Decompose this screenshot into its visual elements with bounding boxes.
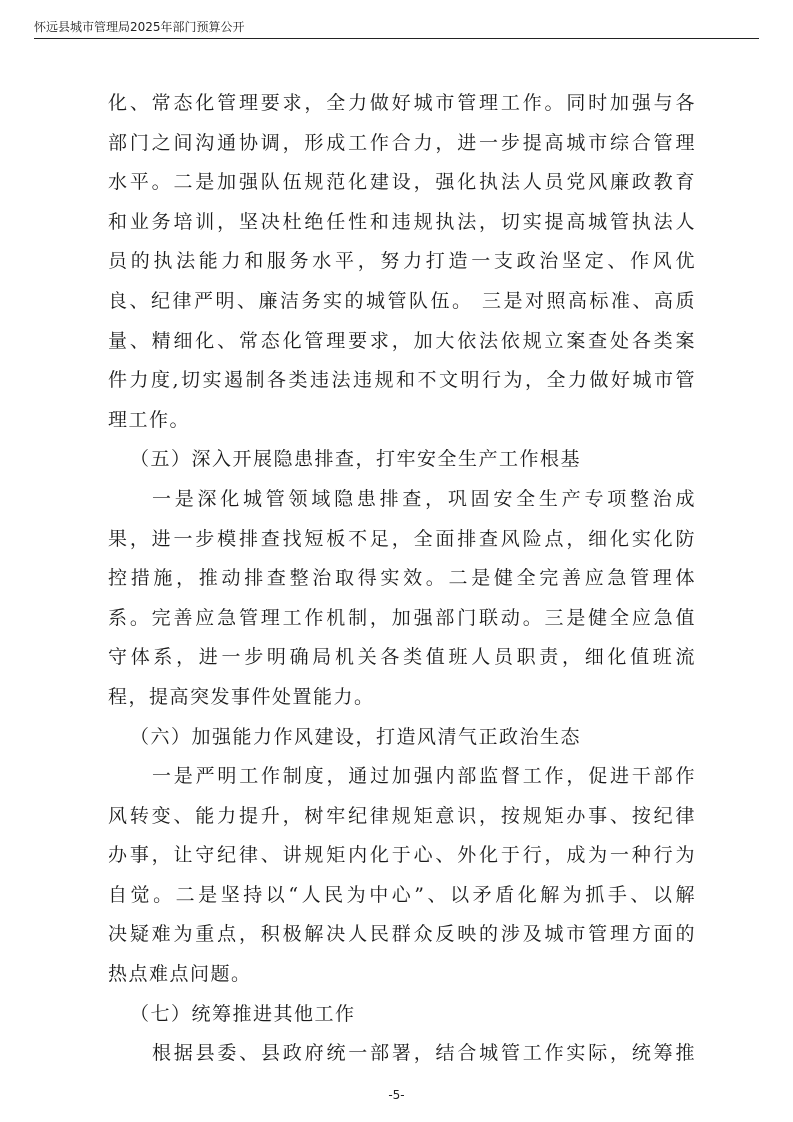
body-text-line: 热点难点问题。 [108, 963, 252, 986]
document-header-title: 怀远县城市管理局2025年部门预算公开 [34, 20, 245, 34]
body-text-line: 系。完善应急管理工作机制，加强部门联动。三是健全应急值 [108, 606, 696, 629]
body-text-line: 根据县委、县政府统一部署，结合城管工作实际，统筹推 [152, 1042, 696, 1065]
body-text-line: 良、纪律严明、廉洁务实的城管队伍。 三是对照高标准、高质 [108, 289, 696, 312]
body-text-line: 员的执法能力和服务水平，努力打造一支政治坚定、作风优 [108, 250, 696, 273]
body-text-line: 程，提高突发事件处置能力。 [108, 685, 375, 708]
document-body [108, 84, 696, 1074]
body-text-line: 化、常态化管理要求，全力做好城市管理工作。同时加强与各 [108, 92, 696, 114]
body-text-line: 自觉。二是坚持以“人民为中心”、以矛盾化解为抓手、以解 [108, 883, 696, 906]
body-text-line: 风转变、能力提升，树牢纪律规矩意识，按规矩办事、按纪律 [108, 804, 696, 827]
body-text-line: 办事，让守纪律、讲规矩内化于心、外化于行，成为一种行为 [108, 844, 696, 867]
body-text-line: 果，进一步模排查找短板不足，全面排查风险点，细化实化防 [108, 527, 696, 550]
body-text-line: 量、精细化、常态化管理要求，加大依法依规立案查处各类案 [108, 329, 696, 352]
body-text-line: 和业务培训，坚决杜绝任性和违规执法，切实提高城管执法人 [108, 210, 696, 233]
section-heading: （七）统筹推进其他工作 [130, 1002, 356, 1025]
body-text-line: 守体系，进一步明确局机关各类值班人员职责，细化值班流 [108, 646, 696, 669]
section-heading: （五）深入开展隐患排查，打牢安全生产工作根基 [130, 448, 582, 471]
body-text-line: 理工作。 [108, 408, 191, 431]
body-text-line: 决疑难为重点，积极解决人民群众反映的涉及城市管理方面的 [108, 923, 696, 946]
body-text-line: 一是严明工作制度，通过加强内部监督工作，促进干部作 [152, 765, 696, 788]
body-text-line: 控措施，推动排查整治取得实效。二是健全完善应急管理体 [108, 567, 696, 590]
body-text-line: 水平。二是加强队伍规范化建设，强化执法人员党风廉政教育 [108, 171, 696, 194]
body-text-line: 部门之间沟通协调，形成工作合力，进一步提高城市综合管理 [108, 131, 696, 154]
header-divider [34, 38, 759, 39]
section-heading: （六）加强能力作风建设，打造风清气正政治生态 [130, 725, 582, 748]
page-number: -5- [388, 1088, 405, 1102]
body-text-line: 一是深化城管领域隐患排查，巩固安全生产专项整治成 [152, 487, 696, 510]
body-text-line: 件力度,切实遏制各类违法违规和不文明行为，全力做好城市管 [108, 369, 696, 392]
